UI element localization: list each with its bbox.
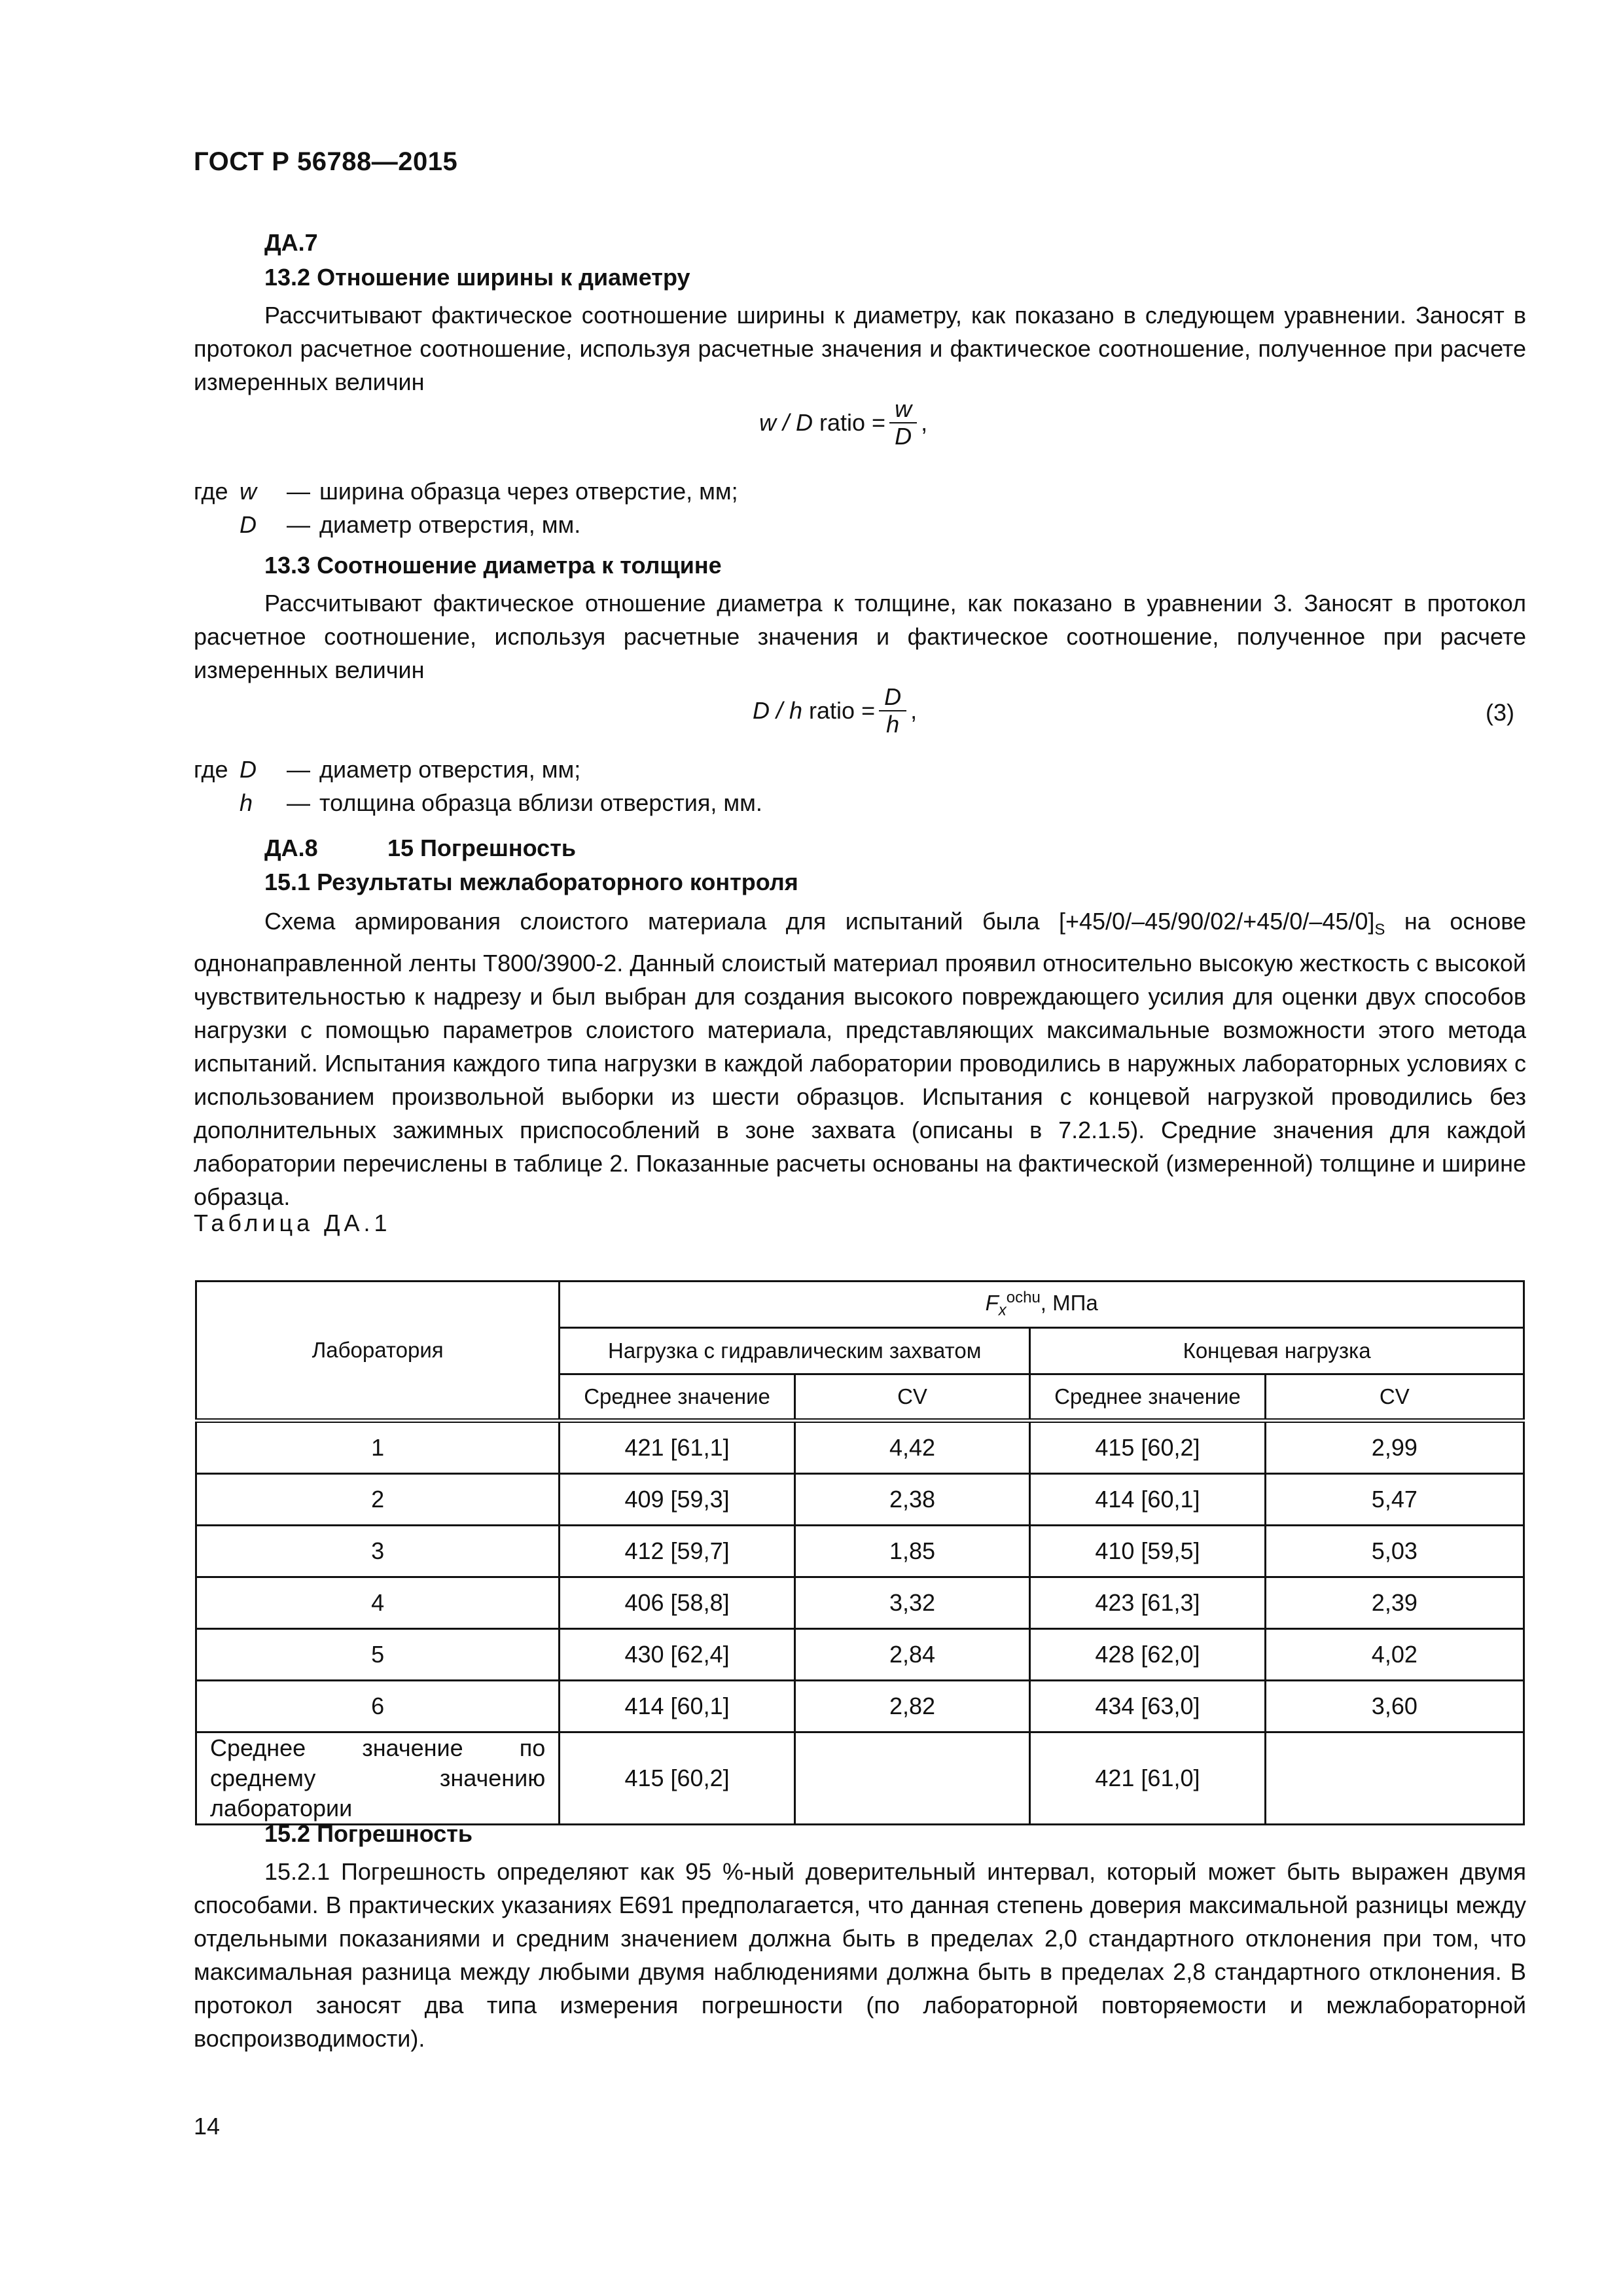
where-list-2	[194, 753, 762, 819]
table-row	[196, 1629, 1524, 1681]
text-subscript: S	[1374, 921, 1385, 939]
fraction-denominator: D	[895, 423, 912, 450]
formula-fraction	[889, 396, 917, 450]
cell-e-cv: 5,47	[1265, 1474, 1524, 1526]
section-title-13-2: 13.2 Отношение ширины к диаметру	[264, 264, 690, 291]
where-item	[194, 508, 738, 541]
formula-lhs: D / h	[753, 697, 803, 724]
section-text-13-3	[194, 586, 1526, 687]
section-text-15-2	[194, 1855, 1526, 2055]
table-row	[196, 1421, 1524, 1474]
where-lead: где	[194, 478, 228, 505]
cell-h-cv: 4,42	[794, 1421, 1029, 1474]
where-symbol: h	[240, 789, 253, 816]
section-title-13-3: 13.3 Соотношение диаметра к толщине	[264, 552, 722, 579]
cell-lab: 2	[196, 1474, 560, 1526]
cell-h-mean: 412 [59,7]	[560, 1526, 795, 1577]
cell-e-cv: 2,39	[1265, 1577, 1524, 1629]
cell-lab: 6	[196, 1681, 560, 1732]
header-mean: Среднее значение	[560, 1374, 795, 1421]
formula-ratio-text: ratio =	[809, 697, 876, 724]
header-mean: Среднее значение	[1030, 1374, 1266, 1421]
where-lead: где	[194, 756, 228, 783]
table-row	[196, 1577, 1524, 1629]
where-item	[194, 475, 738, 508]
cell-h-cv: 1,85	[794, 1526, 1029, 1577]
where-dash: —	[287, 478, 310, 505]
quantity-unit: , МПа	[1040, 1291, 1098, 1316]
cell-h-cv: 3,32	[794, 1577, 1029, 1629]
cell-h-mean: 421 [61,1]	[560, 1421, 795, 1474]
where-dash: —	[287, 789, 310, 816]
cell-h-mean: 409 [59,3]	[560, 1474, 795, 1526]
results-table	[195, 1280, 1525, 1825]
section-title-15-2: 15.2 Погрешность	[264, 1820, 473, 1847]
appendix-label-da7: ДА.7	[264, 229, 318, 256]
table-row	[196, 1474, 1524, 1526]
cell-h-cv: 2,84	[794, 1629, 1029, 1681]
cell-e-mean: 428 [62,0]	[1030, 1629, 1266, 1681]
cell-lab: 4	[196, 1577, 560, 1629]
quantity-superscript: ochu	[1006, 1289, 1041, 1307]
formula-lhs: w / D	[759, 409, 813, 436]
paragraph	[194, 905, 1526, 1213]
table-summary-row	[196, 1732, 1524, 1825]
text-part: на основе однонаправленной ленты Т800/3900-2. Данный слоистый материал проявил относительно высокую жесткость с высокой чувствительностью к надрезу и был выбран для создания высокого повреждающего усилия для оценки двух способов нагрузки с помощью параметров слоистого материала, представляющих максимальные возможности этого метода испытаний. Испытания каждого типа нагрузки в каждой лаборатории проводились в наружных лабораторных условиях с использованием произвольной выборки из шести образцов. Испытания с концевой нагрузкой проводились без дополнительных зажимных приспособлений в зоне захвата (описаны в 7.2.1.5). Средние значения для каждой лаборатории перечислены в таблице 2. Показанные расчеты основаны на фактической (измеренной) толщине и ширине образца.	[194, 908, 1526, 1211]
document-header: ГОСТ Р 56788—2015	[194, 147, 458, 176]
cell-e-mean: 410 [59,5]	[1030, 1526, 1266, 1577]
quantity-symbol: F	[985, 1291, 999, 1316]
appendix-label-da8: ДА.8	[264, 834, 318, 861]
cell-summary-label: Среднее значение по среднему значению лаборатории	[196, 1732, 560, 1825]
text-part: Схема армирования слоистого материала для испытаний была [+45/0/–45/90/02/+45/0/–45/0]	[264, 908, 1375, 935]
where-symbol: D	[240, 756, 257, 783]
section-text-13-2	[194, 298, 1526, 399]
where-list-1	[194, 475, 738, 541]
paragraph: Рассчитывают фактическое соотношение ширины к диаметру, как показано в следующем уравнении. Заносят в протокол расчетное соотношение, используя расчетные значения и фактическое соотношение, полученное при расчете измеренных величин	[194, 302, 1526, 395]
cell-h-mean: 415 [60,2]	[560, 1732, 795, 1825]
formula-tail: ,	[921, 409, 928, 436]
table-row	[196, 1681, 1524, 1732]
where-item	[194, 786, 762, 819]
header-cv: CV	[794, 1374, 1029, 1421]
cell-e-mean: 434 [63,0]	[1030, 1681, 1266, 1732]
paragraph: Рассчитывают фактическое отношение диаметра к толщине, как показано в уравнении 3. Заносят в протокол расчетное соотношение, используя расчетные значения и фактическое соотношение, полученное при расчете измеренных величин	[194, 590, 1526, 683]
cell-h-cv: 2,82	[794, 1681, 1029, 1732]
where-symbol: D	[240, 511, 257, 538]
table-caption: Таблица ДА.1	[194, 1210, 391, 1236]
where-text: диаметр отверстия, мм.	[319, 511, 581, 538]
fraction-denominator: h	[886, 711, 900, 738]
cell-lab: 3	[196, 1526, 560, 1577]
formula-ratio-text: ratio =	[819, 409, 886, 436]
cell-e-cv: 3,60	[1265, 1681, 1524, 1732]
cell-lab: 5	[196, 1629, 560, 1681]
where-text: диаметр отверстия, мм;	[319, 756, 581, 783]
quantity-subscript: x	[998, 1301, 1007, 1319]
section-title-15-1: 15.1 Результаты межлабораторного контроля	[264, 869, 798, 895]
section-text-15-1	[194, 905, 1526, 1213]
where-lead	[194, 786, 240, 819]
table-header-row	[196, 1282, 1524, 1328]
cell-lab: 1	[196, 1421, 560, 1474]
where-text: толщина образца вблизи отверстия, мм.	[319, 789, 762, 816]
cell-e-mean: 421 [61,0]	[1030, 1732, 1266, 1825]
cell-e-cv: 5,03	[1265, 1526, 1524, 1577]
page-number: 14	[194, 2113, 221, 2140]
cell-e-mean: 423 [61,3]	[1030, 1577, 1266, 1629]
where-dash: —	[287, 756, 310, 783]
section-title-15: 15 Погрешность	[387, 834, 576, 861]
cell-e-mean: 415 [60,2]	[1030, 1421, 1266, 1474]
cell-e-mean: 414 [60,1]	[1030, 1474, 1266, 1526]
header-group-hydraulic: Нагрузка с гидравлическим захватом	[560, 1328, 1030, 1374]
formula-fraction	[879, 684, 906, 738]
cell-e-cv: 4,02	[1265, 1629, 1524, 1681]
equation-number: (3)	[1486, 699, 1514, 726]
where-lead	[194, 508, 240, 541]
fraction-numerator: D	[879, 684, 906, 711]
cell-h-mean: 406 [58,8]	[560, 1577, 795, 1629]
where-text: ширина образца через отверстие, мм;	[319, 478, 738, 505]
where-dash: —	[287, 511, 310, 538]
cell-h-mean: 414 [60,1]	[560, 1681, 795, 1732]
header-laboratory: Лаборатория	[196, 1282, 560, 1421]
formula-w-d-ratio	[759, 396, 927, 450]
cell-e-cv: 2,99	[1265, 1421, 1524, 1474]
formula-d-h-ratio	[753, 684, 917, 738]
fraction-numerator: w	[889, 396, 917, 423]
paragraph: 15.2.1 Погрешность определяют как 95 %-ный доверительный интервал, который может быть выражен двумя способами. В практических указаниях Е691 предполагается, что данная степень доверия максимальной разницы между отдельными показаниями и средним значением должна быть в пределах 2,0 стандартного отклонения при том, что максимальная разница между любыми двумя наблюдениями должна быть в пределах 2,8 стандартного отклонения. В протокол заносят два типа измерения погрешности (по лабораторной повторяемости и межлабораторной воспроизводимости).	[194, 1858, 1526, 2052]
header-cv: CV	[1265, 1374, 1524, 1421]
cell-e-cv	[1265, 1732, 1524, 1825]
header-quantity	[560, 1282, 1524, 1328]
table-row	[196, 1526, 1524, 1577]
where-symbol: w	[240, 478, 257, 505]
formula-tail: ,	[910, 697, 918, 724]
cell-h-cv: 2,38	[794, 1474, 1029, 1526]
cell-h-mean: 430 [62,4]	[560, 1629, 795, 1681]
cell-h-cv	[794, 1732, 1029, 1825]
header-group-end-load: Концевая нагрузка	[1030, 1328, 1524, 1374]
where-item	[194, 753, 762, 786]
